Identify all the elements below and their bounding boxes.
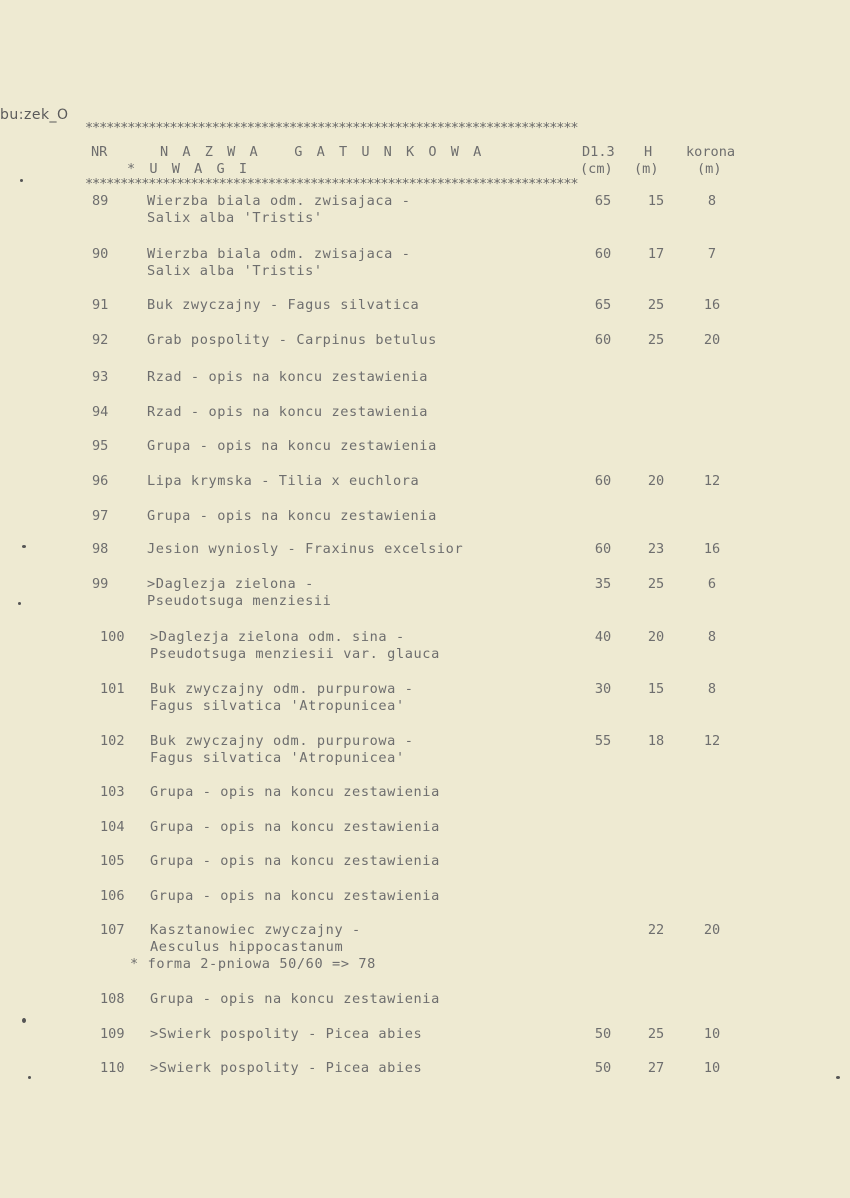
height-value: 18 [647,733,665,749]
row-number: 90 [92,246,109,262]
header-crown-unit: (m) [697,161,722,177]
row-number: 108 [100,991,125,1007]
header-remarks: * U W A G I [127,161,251,177]
crown-value: 12 [703,473,721,489]
dbh-value: 65 [594,297,612,313]
species-name: Grab pospolity - Carpinus betulus [147,332,437,348]
species-name: >Swierk pospolity - Picea abies [150,1026,423,1042]
row-number: 101 [100,681,125,697]
species-name: Grupa - opis na koncu zestawienia [150,991,440,1007]
species-name: Grupa - opis na koncu zestawienia [150,819,440,835]
row-remark: * forma 2-pniowa 50/60 => 78 [130,956,376,972]
header-dbh-label: D1.3 [582,144,615,160]
dbh-value: 65 [594,193,612,209]
row-number: 110 [100,1060,125,1076]
paper-speck [22,1018,26,1023]
header-dbh-unit: (cm) [580,161,613,177]
species-name: Buk zwyczajny - Fagus silvatica [147,297,420,313]
dbh-value: 55 [594,733,612,749]
top-border-line: ********************************************************************** [85,120,578,136]
row-number: 106 [100,888,125,904]
header-bottom-border-line: ********************************************************************** [85,176,578,192]
row-number: 94 [92,404,109,420]
species-name: Grupa - opis na koncu zestawienia [147,438,437,454]
height-value: 25 [647,1026,665,1042]
header-height-label: H [644,144,653,160]
height-value: 23 [647,541,665,557]
species-name: Lipa krymska - Tilia x euchlora [147,473,420,489]
species-name: Grupa - opis na koncu zestawienia [147,508,437,524]
species-name: >Swierk pospolity - Picea abies [150,1060,423,1076]
dbh-value: 60 [594,541,612,557]
paper-speck [28,1076,31,1079]
height-value: 25 [647,576,665,592]
row-number: 92 [92,332,109,348]
row-number: 102 [100,733,125,749]
header-crown-label: korona [686,144,736,160]
dbh-value: 60 [594,332,612,348]
row-number: 96 [92,473,109,489]
row-number: 89 [92,193,109,209]
species-name: Grupa - opis na koncu zestawienia [150,888,440,904]
crown-value: 20 [703,332,721,348]
crown-value: 7 [707,246,717,262]
height-value: 17 [647,246,665,262]
height-value: 20 [647,629,665,645]
height-value: 27 [647,1060,665,1076]
crown-value: 12 [703,733,721,749]
dbh-value: 60 [594,473,612,489]
dbh-value: 35 [594,576,612,592]
crown-value: 8 [707,629,717,645]
dbh-value: 50 [594,1026,612,1042]
row-number: 99 [92,576,109,592]
row-number: 107 [100,922,125,938]
height-value: 15 [647,193,665,209]
species-name: Jesion wyniosly - Fraxinus excelsior [147,541,464,557]
crown-value: 16 [703,297,721,313]
crown-value: 8 [707,681,717,697]
species-name: Rzad - opis na koncu zestawienia [147,404,429,420]
species-name: Rzad - opis na koncu zestawienia [147,369,429,385]
height-value: 25 [647,332,665,348]
row-number: 104 [100,819,125,835]
dbh-value: 30 [594,681,612,697]
row-number: 105 [100,853,125,869]
species-name: Grupa - opis na koncu zestawienia [150,853,440,869]
row-number: 109 [100,1026,125,1042]
height-value: 20 [647,473,665,489]
height-value: 15 [647,681,665,697]
species-name: Buk zwyczajny odm. purpurowa - Fagus silvatica 'Atropunicea' [150,733,414,766]
crown-value: 6 [707,576,717,592]
row-number: 100 [100,629,125,645]
header-nr: NR [91,144,108,160]
header-species-name: N A Z W A G A T U N K O W A [160,144,485,160]
crown-value: 16 [703,541,721,557]
row-number: 91 [92,297,109,313]
dbh-value: 60 [594,246,612,262]
species-name: >Daglezja zielona odm. sina - Pseudotsuga menziesii var. glauca [150,629,440,662]
row-number: 98 [92,541,109,557]
species-name: >Daglezja zielona - Pseudotsuga menziesii [147,576,332,609]
handwritten-note: bu:zek_O [0,107,69,123]
species-name: Kasztanowiec zwyczajny - Aesculus hippocastanum [150,922,361,955]
species-name: Grupa - opis na koncu zestawienia [150,784,440,800]
height-value: 22 [647,922,665,938]
species-name: Wierzba biala odm. zwisajaca - Salix alba 'Tristis' [147,193,411,226]
crown-value: 20 [703,922,721,938]
species-name: Wierzba biala odm. zwisajaca - Salix alba 'Tristis' [147,246,411,279]
crown-value: 10 [703,1060,721,1076]
header-height-unit: (m) [634,161,659,177]
crown-value: 8 [707,193,717,209]
row-number: 95 [92,438,109,454]
species-name: Buk zwyczajny odm. purpurowa - Fagus silvatica 'Atropunicea' [150,681,414,714]
row-number: 103 [100,784,125,800]
dbh-value: 40 [594,629,612,645]
paper-speck [836,1076,840,1079]
row-number: 97 [92,508,109,524]
dbh-value: 50 [594,1060,612,1076]
paper-speck [20,179,23,182]
paper-speck [18,602,21,605]
crown-value: 10 [703,1026,721,1042]
paper-speck [22,545,26,548]
height-value: 25 [647,297,665,313]
row-number: 93 [92,369,109,385]
